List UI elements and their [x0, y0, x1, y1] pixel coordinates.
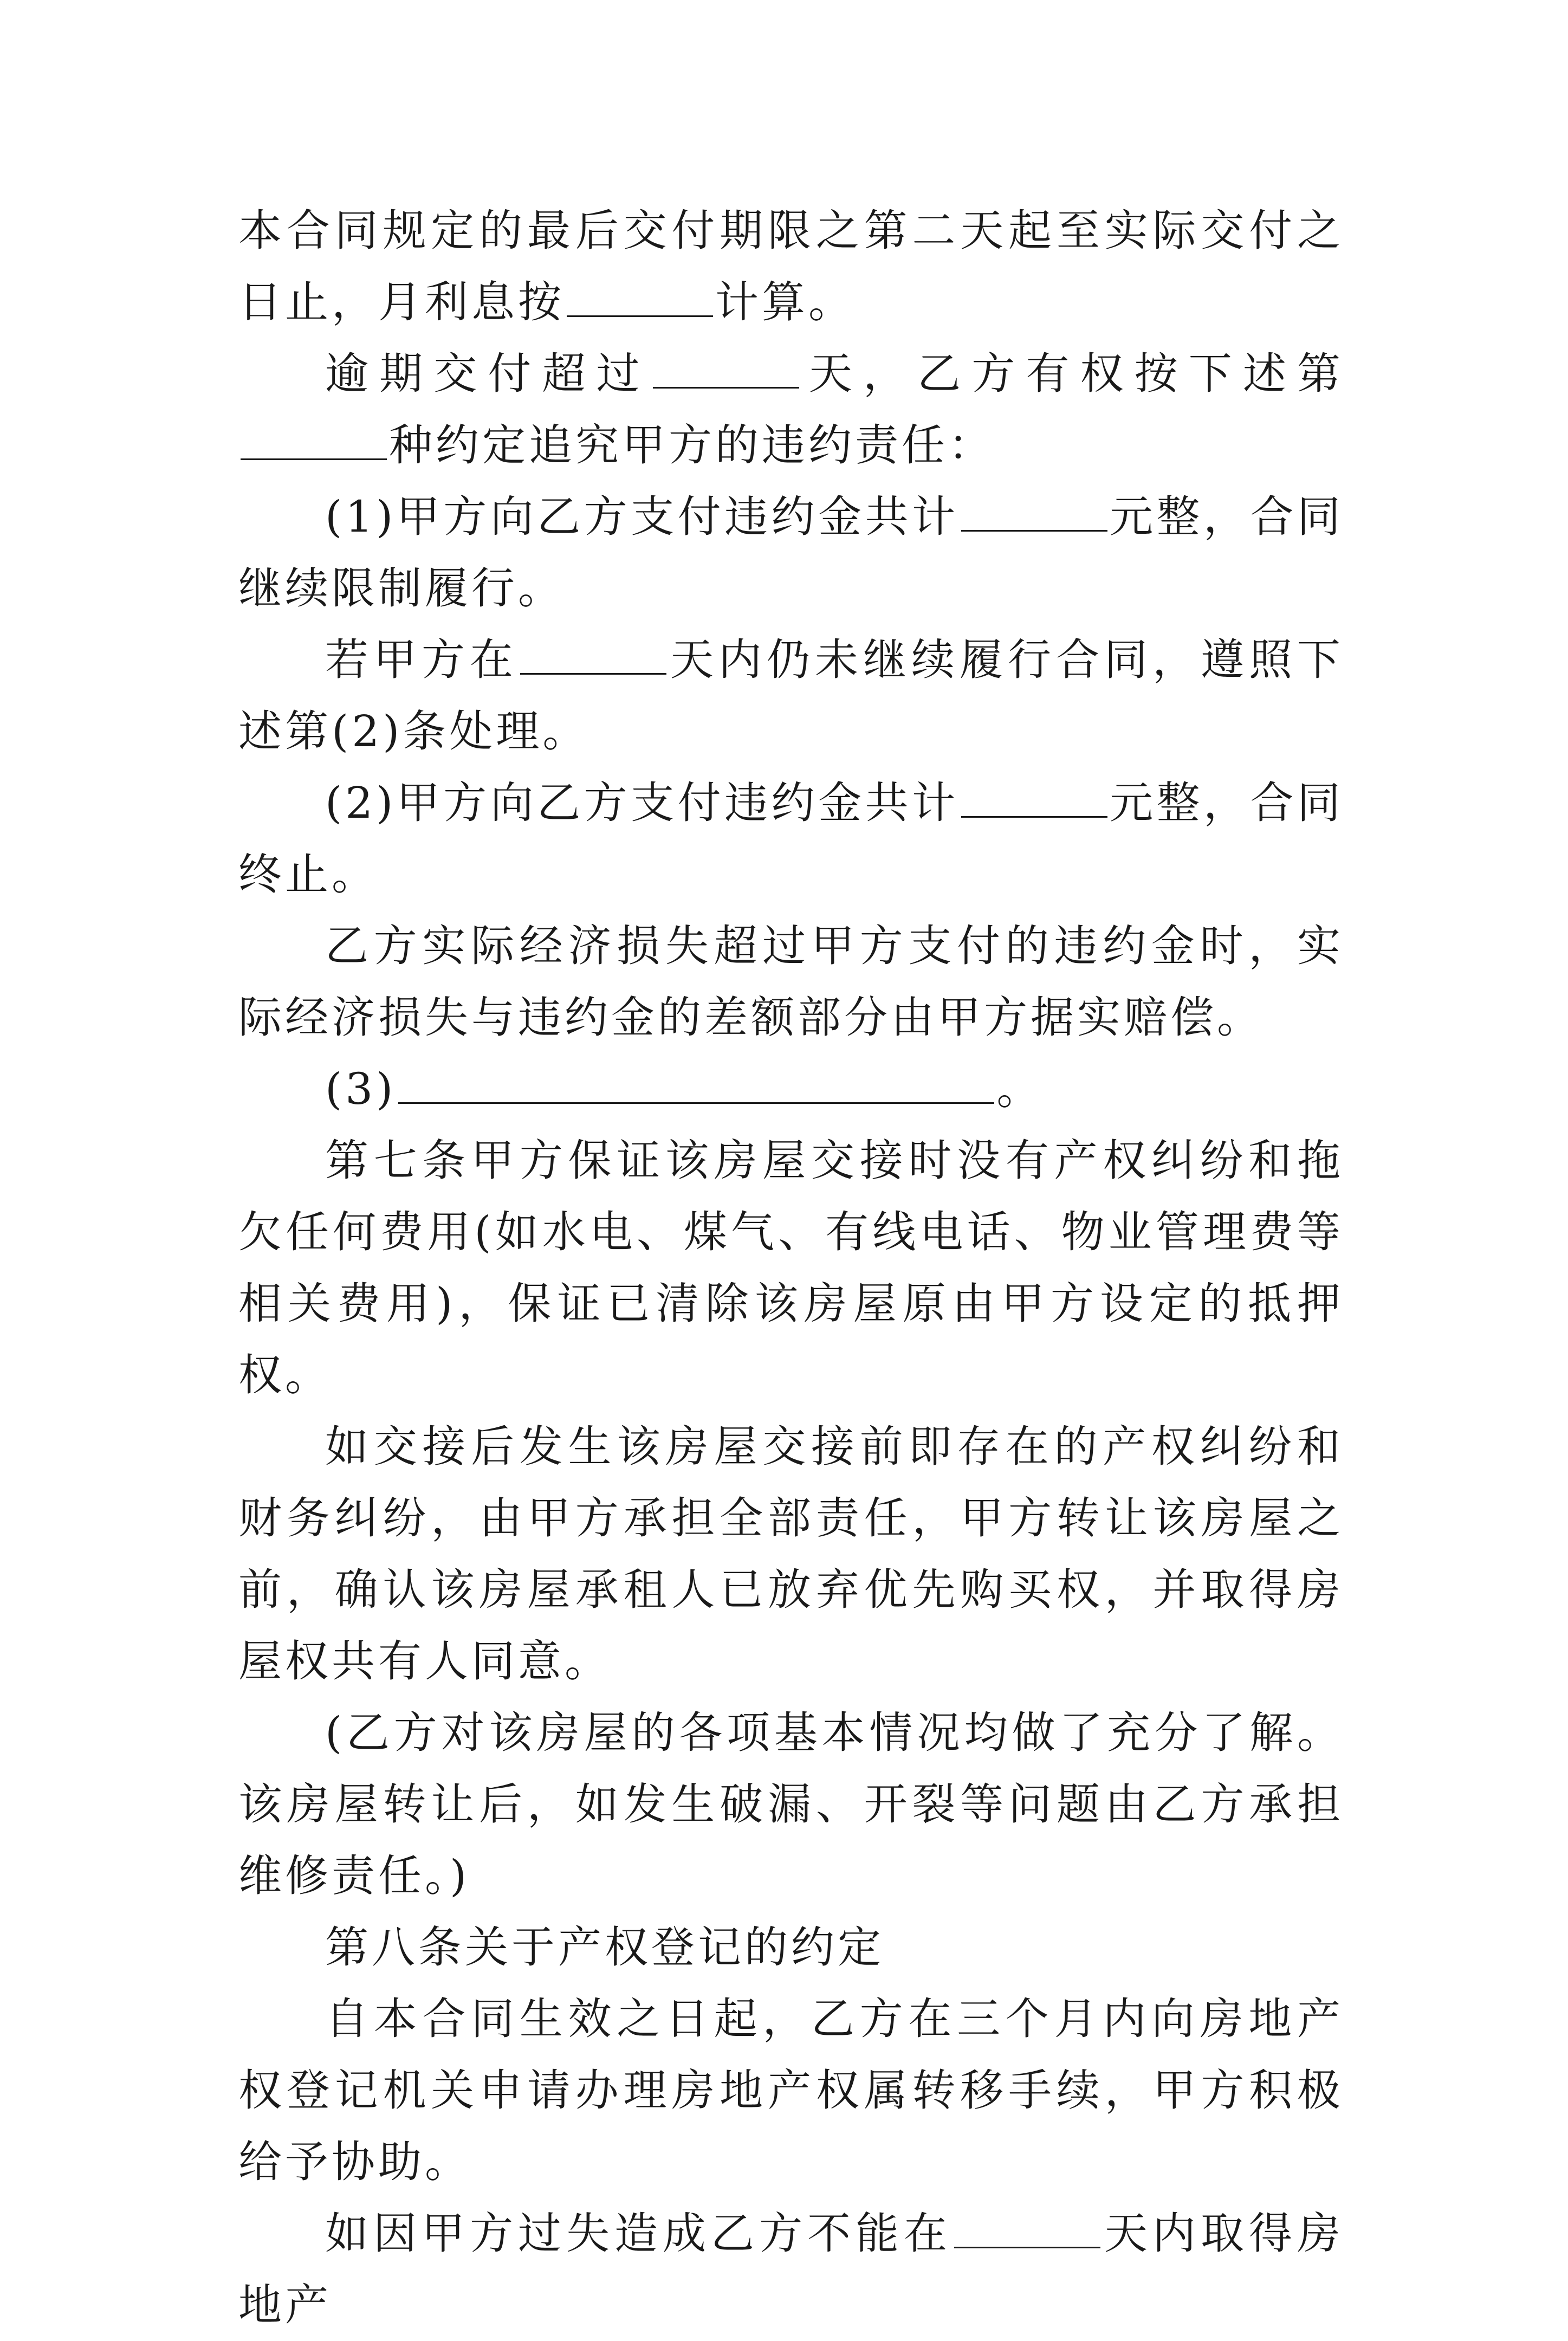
text-segment: 天内取得房地产: [238, 2208, 1344, 2330]
text-segment: (2)甲方向乙方支付违约金共计: [325, 778, 959, 828]
paragraph-registration-delay: [238, 2198, 1344, 2341]
fill-in-blank: [653, 349, 799, 389]
text-segment: 种约定追究甲方的违约责任：: [389, 420, 995, 470]
text-segment: 。: [996, 1064, 1044, 1114]
text-segment: 如因甲方过失造成乙方不能在: [325, 2208, 952, 2259]
fill-in-blank: [954, 2209, 1100, 2248]
paragraph-option-1: [238, 481, 1344, 624]
paragraph-article-8-heading: 第八条关于产权登记的约定: [325, 1922, 884, 1973]
text-segment: (3): [325, 1064, 397, 1114]
paragraph-continue-clause: [238, 624, 1344, 767]
paragraph-article-7: 第七条甲方保证该房屋交接时没有产权纠纷和拖欠任何费用(如水电、煤气、有线电话、物业管理费等相关费用)，保证已清除该房屋原由甲方设定的抵押权。: [238, 1135, 1344, 1400]
paragraph-buyer-acknowledgement: (乙方对该房屋的各项基本情况均做了充分了解。该房屋转让后，如发生破漏、开裂等问题由乙方承担维修责任。): [238, 1708, 1344, 1901]
text-segment: 元整，合同继续限制履行。: [238, 492, 1344, 613]
paragraph-dispute-liability: 如交接后发生该房屋交接前即存在的产权纠纷和财务纠纷，由甲方承担全部责任，甲方转让该房屋之前，确认该房屋承租人已放弃优先购买权，并取得房屋权共有人同意。: [238, 1421, 1344, 1686]
paragraph-overdue-clause: [238, 338, 1344, 481]
fill-in-blank: [520, 635, 666, 675]
paragraph-interest-clause: [238, 195, 1344, 338]
document-body: [238, 195, 1344, 2341]
text-segment: 逾期交付超过: [325, 348, 651, 399]
paragraph-option-3: [238, 1053, 1344, 1125]
fill-in-blank: [567, 277, 713, 317]
fill-in-blank: [961, 778, 1107, 818]
text-segment: 天，乙方有权按下述第: [801, 348, 1344, 399]
fill-in-blank: [241, 421, 387, 460]
text-segment: 本合同规定的最后交付期限之第二天起至实际交付之日止，月利息按: [238, 205, 1344, 327]
text-segment: 若甲方在: [325, 635, 518, 685]
paragraph-registration: 自本合同生效之日起，乙方在三个月内向房地产权登记机关申请办理房地产权属转移手续，甲方积极给予协助。: [238, 1994, 1344, 2187]
text-segment: 天内仍未继续履行合同，遵照下述第(2)条处理。: [238, 635, 1344, 756]
fill-in-blank: [398, 1064, 994, 1104]
text-segment: (1)甲方向乙方支付违约金共计: [325, 492, 959, 542]
paragraph-compensation: 乙方实际经济损失超过甲方支付的违约金时，实际经济损失与违约金的差额部分由甲方据实赔偿。: [238, 921, 1344, 1043]
text-segment: 元整，合同终止。: [238, 778, 1344, 900]
paragraph-option-2: [238, 767, 1344, 910]
fill-in-blank: [961, 492, 1107, 532]
text-segment: 计算。: [715, 277, 855, 327]
